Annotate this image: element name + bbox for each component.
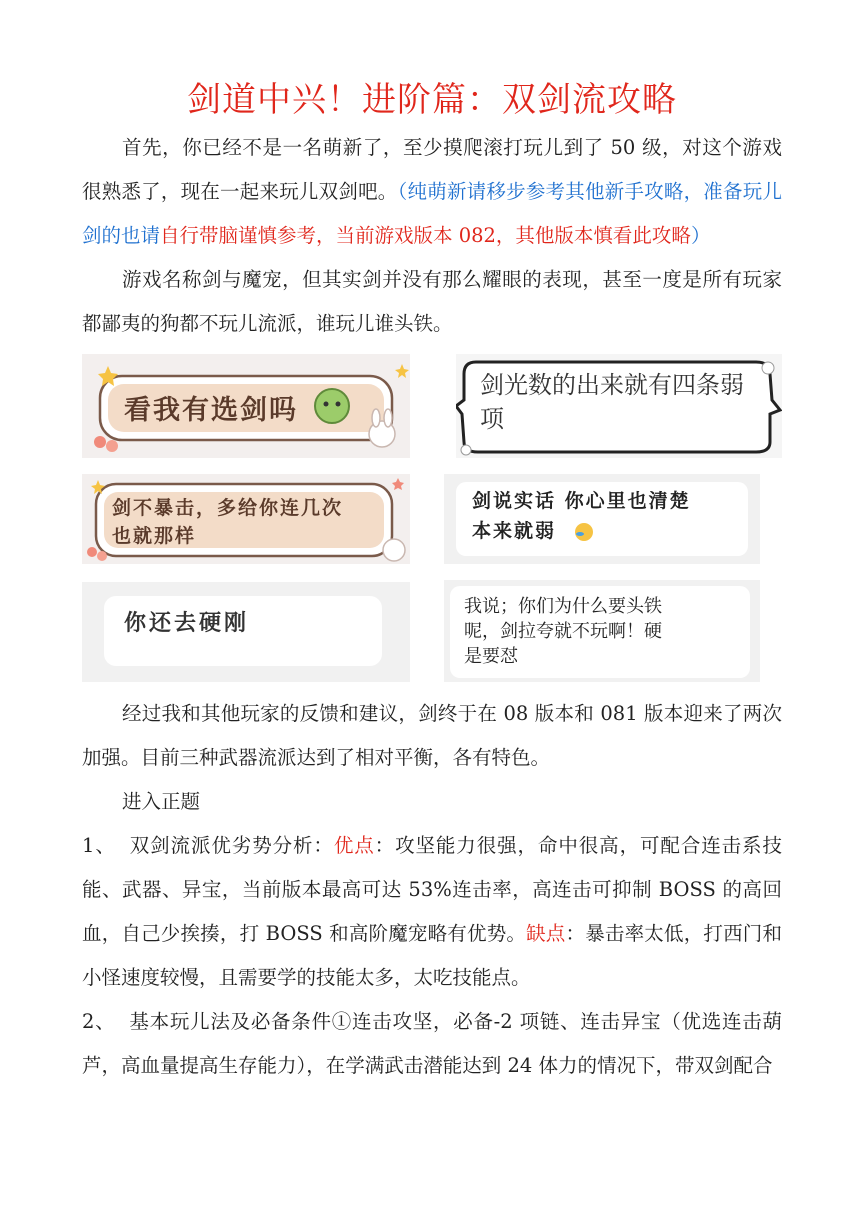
meme-image-1 (82, 354, 410, 458)
list-number-2: 2、 (82, 1010, 116, 1033)
analysis-lead: 双剑流派优劣势分析： (129, 834, 334, 857)
pro-text: ：攻坚能力很强，命中很高，可配合连击系技能、武器、异宝，当前版本最高可达 53%连击率，高连击可抑制 BOSS 的高回血，自己少挨揍，打 BOSS 和高阶魔宠略有优势。 (82, 834, 782, 945)
list-item-2 (82, 1000, 782, 1088)
intro-text: 首先，你已经不是一名萌新了，至少摸爬滚打玩儿到了 50 级，对这个游戏很熟悉了，现在一起来玩儿双剑吧。 (82, 136, 782, 203)
meme-image-6 (444, 580, 760, 682)
con-text: ：暴击率太低，打西门和小怪速度较慢，且需要学的技能太多，太吃技能点。 (82, 922, 782, 989)
con-label: 缺点 (526, 922, 566, 945)
page-title: 剑道中兴！进阶篇：双剑流攻略 (187, 80, 677, 120)
meme-text-2: 剑光数的出来就有四条弱 项 (480, 371, 744, 433)
meme-text-1: 看我有选剑吗 (124, 395, 298, 426)
list-number-1: 1、 (82, 834, 116, 857)
intro-note-blue: （纯萌新请移步参考其他新手攻略，准备玩儿剑的也请 (82, 180, 782, 247)
meme-text-6: 我说；你们为什么要头铁 呢，剑拉夸就不玩啊！硬 是要怼 (464, 596, 662, 667)
list-item-1 (82, 824, 782, 1000)
meme-text-4: 剑说实话 你心里也清楚 本来就弱 (472, 490, 691, 542)
intro-warning-red: 自行带脑谨慎参考，当前游戏版本 082，其他版本慎看此攻略 (160, 224, 691, 247)
meme-text-5: 你还去硬刚 (124, 611, 250, 636)
list-item-2-text: 基本玩儿法及必备条件①连击攻坚，必备-2 项链、连击异宝（优选连击葫芦，高血量提高生存能力），在学满武击潜能达到 24 体力的情况下，带双剑配合 (82, 1010, 782, 1077)
paragraph-buff: 经过我和其他玩家的反馈和建议，剑终于在 08 版本和 081 版本迎来了两次加强。目前三种武器流派达到了相对平衡，各有特色。 (82, 702, 782, 769)
intro-paragraph (82, 126, 782, 258)
meme-image-3 (82, 474, 410, 564)
meme-image-4 (444, 474, 760, 564)
meme-text-3: 剑不暴击，多给你连几次 也就那样 (112, 497, 344, 547)
meme-image-2 (456, 354, 782, 458)
pro-label: 优点 (333, 834, 375, 857)
paragraph-topic: 进入正题 (122, 790, 201, 813)
meme-image-5 (82, 582, 410, 682)
paragraph-game-name: 游戏名称剑与魔宠，但其实剑并没有那么耀眼的表现，甚至一度是所有玩家都鄙夷的狗都不玩儿流派，谁玩儿谁头铁。 (82, 268, 782, 335)
intro-note-close: ） (690, 224, 711, 247)
